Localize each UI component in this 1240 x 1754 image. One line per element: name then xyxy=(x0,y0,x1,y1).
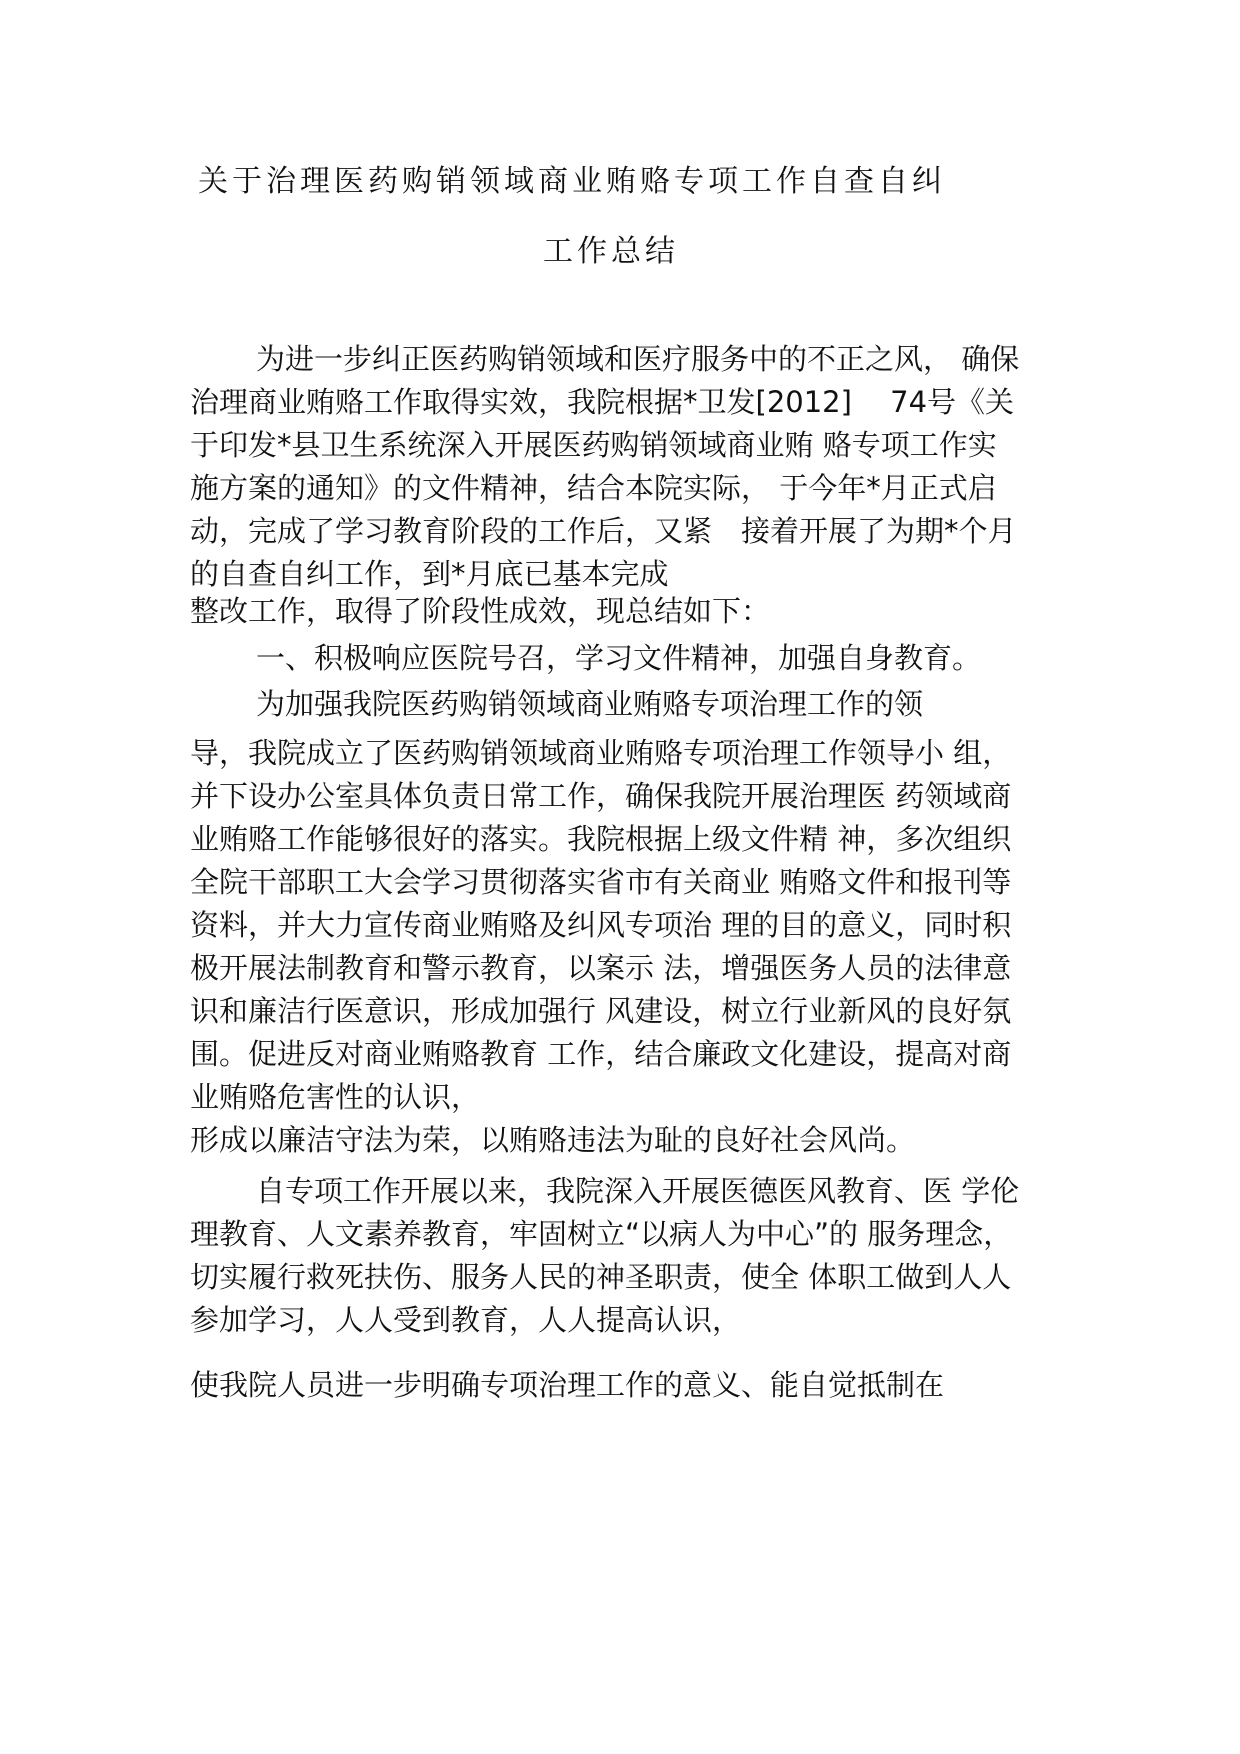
paragraph-line: 极开展法制教育和警示教育，以案示 法，增强医务人员的法律意 xyxy=(190,951,1012,985)
paragraph-6 xyxy=(190,1119,1070,1162)
paragraph-line: 业贿赂危害性的认识， xyxy=(190,1080,481,1114)
paragraph-line: 围。促进反对商业贿赂教育 工作，结合廉政文化建设，提高对商 xyxy=(190,1037,1012,1071)
paragraph-line: 业贿赂工作能够很好的落实。我院根据上级文件精 神，多次组织 xyxy=(190,822,1012,856)
paragraph-line: 切实履行救死扶伤、服务人民的神圣职责，使全 体职工做到人人 xyxy=(190,1260,1012,1294)
paragraph-line: 一、积极响应医院号召，学习文件精神，加强自身教育。 xyxy=(256,641,982,675)
paragraph-line: 施方案的通知》的文件精神，结合本院实际， 于今年*月正式启 xyxy=(190,471,997,505)
paragraph-line: 识和廉洁行医意识，形成加强行 风建设，树立行业新风的良好氛 xyxy=(190,994,1012,1028)
paragraph-line: 的自查自纠工作，到*月底已基本完成 xyxy=(190,557,669,591)
paragraph-line: 理教育、人文素养教育，牢固树立“以病人为中心”的 服务理念， xyxy=(190,1217,1013,1251)
paragraph-line: 治理商业贿赂工作取得实效，我院根据*卫发[2012] 74号《关 xyxy=(190,385,1015,419)
paragraph-line: 形成以廉洁守法为荣，以贿赂违法为耻的良好社会风尚。 xyxy=(190,1123,916,1157)
paragraph-line: 参加学习，人人受到教育，人人提高认识， xyxy=(190,1303,742,1337)
paragraph-line: 动，完成了学习教育阶段的工作后，又紧 接着开展了为期*个月 xyxy=(190,514,1017,548)
paragraph-line: 为进一步纠正医药购销领域和医疗服务中的不正之风， 确保 xyxy=(256,342,1020,376)
paragraph-line: 全院干部职工大会学习贯彻落实省市有关商业 贿赂文件和报刊等 xyxy=(190,865,1012,899)
document-title-line-2: 工作总结 xyxy=(543,234,679,269)
paragraph-line: 导，我院成立了医药购销领域商业贿赂专项治理工作领导小 组， xyxy=(190,736,1012,770)
paragraph-line: 自专项工作开展以来，我院深入开展医德医风教育、医 学伦 xyxy=(256,1174,1020,1208)
paragraph-line: 资料，并大力宣传商业贿赂及纠风专项治 理的目的意义，同时积 xyxy=(190,908,1012,942)
paragraph-line: 于印发*县卫生系统深入开展医药购销领域商业贿 赂专项工作实 xyxy=(190,428,997,462)
paragraph-line: 整改工作，取得了阶段性成效，现总结如下： xyxy=(190,594,771,628)
paragraph-4 xyxy=(190,683,1070,726)
paragraph-2 xyxy=(190,590,1070,633)
document-title-line-1: 关于治理医药购销领域商业贿赂专项工作自查自纠 xyxy=(198,164,946,199)
paragraph-line: 并下设办公室具体负责日常工作，确保我院开展治理医 药领域商 xyxy=(190,779,1012,813)
paragraph-line: 使我院人员进一步明确专项治理工作的意义、能自觉抵制在 xyxy=(190,1368,945,1402)
paragraph-5 xyxy=(190,732,1070,1119)
section-heading-1 xyxy=(190,637,1070,680)
paragraph-8 xyxy=(190,1364,1070,1407)
paragraph-1 xyxy=(190,338,1070,596)
paragraph-7 xyxy=(190,1170,1070,1342)
paragraph-line: 为加强我院医药购销领域商业贿赂专项治理工作的领 xyxy=(256,687,924,721)
